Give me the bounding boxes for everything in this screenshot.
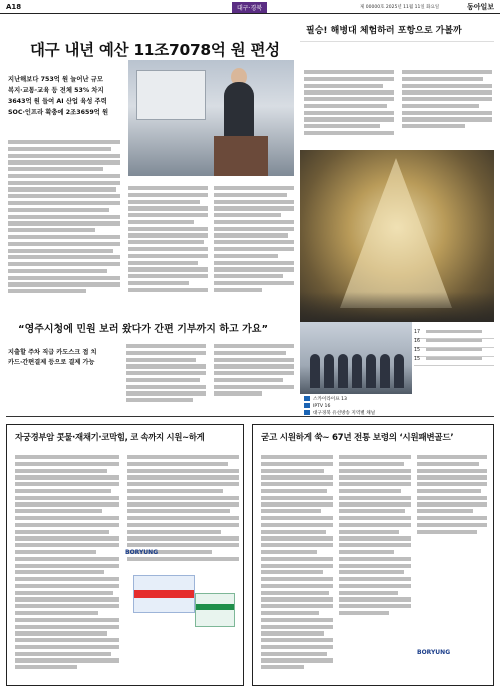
tv-line: 스카이라이프 13 xyxy=(304,396,412,403)
top-story-headline: 대구 내년 예산 11조7078억 원 편성 xyxy=(30,41,280,59)
body-column xyxy=(214,186,294,300)
body-column xyxy=(402,70,492,131)
schedule-row xyxy=(414,330,494,339)
cable-icon xyxy=(304,410,310,415)
ad-brand-logo: BORYUNG xyxy=(417,649,451,656)
schedule-row xyxy=(414,339,494,348)
body-column xyxy=(128,186,208,300)
interview-headline: “영주시청에 민원 보러 왔다가 간편 기부까지 하고 가요” xyxy=(18,324,269,335)
tv-line: 대구경북 유선방송 지역별 채널 xyxy=(304,410,412,417)
feature-body xyxy=(304,70,492,146)
deck-line: SOC·인프라 확충에 2조3659억 원 xyxy=(8,109,109,116)
issue-date: 제 00000호 2025년 11월 11일 화요일 xyxy=(360,5,440,10)
tv-icon xyxy=(304,403,310,408)
tv-channel-box xyxy=(304,396,412,417)
feature-headline-box xyxy=(300,18,494,42)
interview-deck xyxy=(8,348,120,367)
page-header xyxy=(0,0,500,14)
top-story-body xyxy=(8,140,294,300)
ad-headline: 자궁경부암 콧물·재채기·코막힘, 코 속까지 시원~하게 xyxy=(15,432,205,442)
body-column xyxy=(127,455,239,564)
section-divider xyxy=(6,416,494,417)
schedule-day: 16 xyxy=(414,339,421,344)
body-column xyxy=(214,344,294,398)
tv-line: IPTV 16 xyxy=(304,403,412,410)
body-column xyxy=(304,70,394,138)
deck-line: 지출할 주차 직급 카도스크 접 치 xyxy=(8,349,97,356)
crowd xyxy=(300,292,494,322)
schedule-day: 17 xyxy=(414,330,421,335)
schedule-day: 15 xyxy=(414,348,421,353)
christmas-tree-photo xyxy=(300,150,494,322)
deck-line: 카드·간편결제 등으로 결제 가능 xyxy=(8,358,95,366)
body-column xyxy=(261,455,333,672)
ad-headline: 굳고 시원하게 쑥~ 67년 전통 보령의 ‘시원패변골드’ xyxy=(261,433,454,443)
body-column xyxy=(15,455,119,672)
deck-line: 지난해보다 753억 원 늘어난 규모 xyxy=(8,76,103,83)
product-box xyxy=(133,575,195,613)
deck-line: 복지·교통·교육 등 전체 53% 차지 xyxy=(8,87,104,94)
top-story-deck xyxy=(8,74,124,118)
interview-body xyxy=(126,344,294,414)
presentation-screen xyxy=(136,70,206,120)
tree-lights xyxy=(340,158,452,308)
schedule-row xyxy=(414,348,494,357)
body-column xyxy=(339,455,411,618)
deck-line: 3643억 원 들여 AI 산업 육성 주력 xyxy=(8,98,107,105)
schedule-day: 15 xyxy=(414,357,421,362)
body-column xyxy=(126,344,206,405)
schedule-row xyxy=(414,357,494,366)
body-column xyxy=(417,455,487,536)
section-label: 대구·경북 xyxy=(232,2,267,13)
product-box xyxy=(195,593,235,627)
satellite-icon xyxy=(304,396,310,401)
page-number: A18 xyxy=(6,3,22,11)
feature-headline: 필승! 해병대 체험하러 포항으로 가볼까 xyxy=(306,26,462,36)
advertisement-left xyxy=(6,424,244,686)
body-column xyxy=(8,140,120,300)
newspaper-logo: 동아일보 xyxy=(466,3,494,11)
group-photo xyxy=(300,322,412,394)
channel-schedule xyxy=(414,330,494,390)
advertisement-right xyxy=(252,424,494,686)
ad-brand-logo: BORYUNG xyxy=(125,549,159,556)
